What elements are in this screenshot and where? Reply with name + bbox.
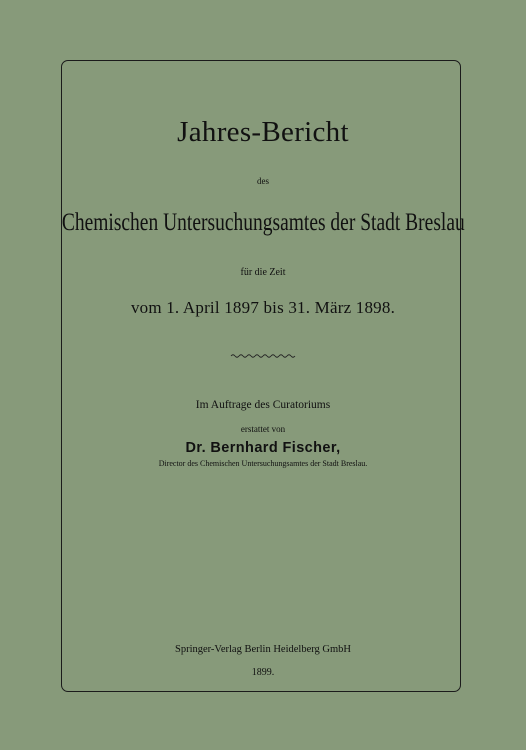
cover-border-frame <box>61 60 461 692</box>
commission-line: Im Auftrage des Curatoriums <box>195 399 331 411</box>
ornamental-divider <box>0 352 526 360</box>
report-title: Jahres-Bericht <box>177 116 349 148</box>
reported-by-line: erstattet von <box>240 424 286 434</box>
title-connector-des: des <box>257 176 269 186</box>
author-name: Dr. Bernhard Fischer, <box>185 440 341 456</box>
institution-name <box>0 210 526 235</box>
period-intro: für die Zeit <box>240 267 286 278</box>
institution-name-text: Chemischen Untersuchungsamtes der Stadt Breslau <box>61 209 465 236</box>
publisher-line: Springer-Verlag Berlin Heidelberg GmbH <box>174 644 351 655</box>
wavy-rule-icon <box>230 352 296 360</box>
publication-year: 1899. <box>251 667 275 678</box>
author-role: Director des Chemischen Untersuchungsamtes der Stadt Breslau. <box>158 459 368 468</box>
report-period: vom 1. April 1897 bis 31. März 1898. <box>130 298 396 317</box>
